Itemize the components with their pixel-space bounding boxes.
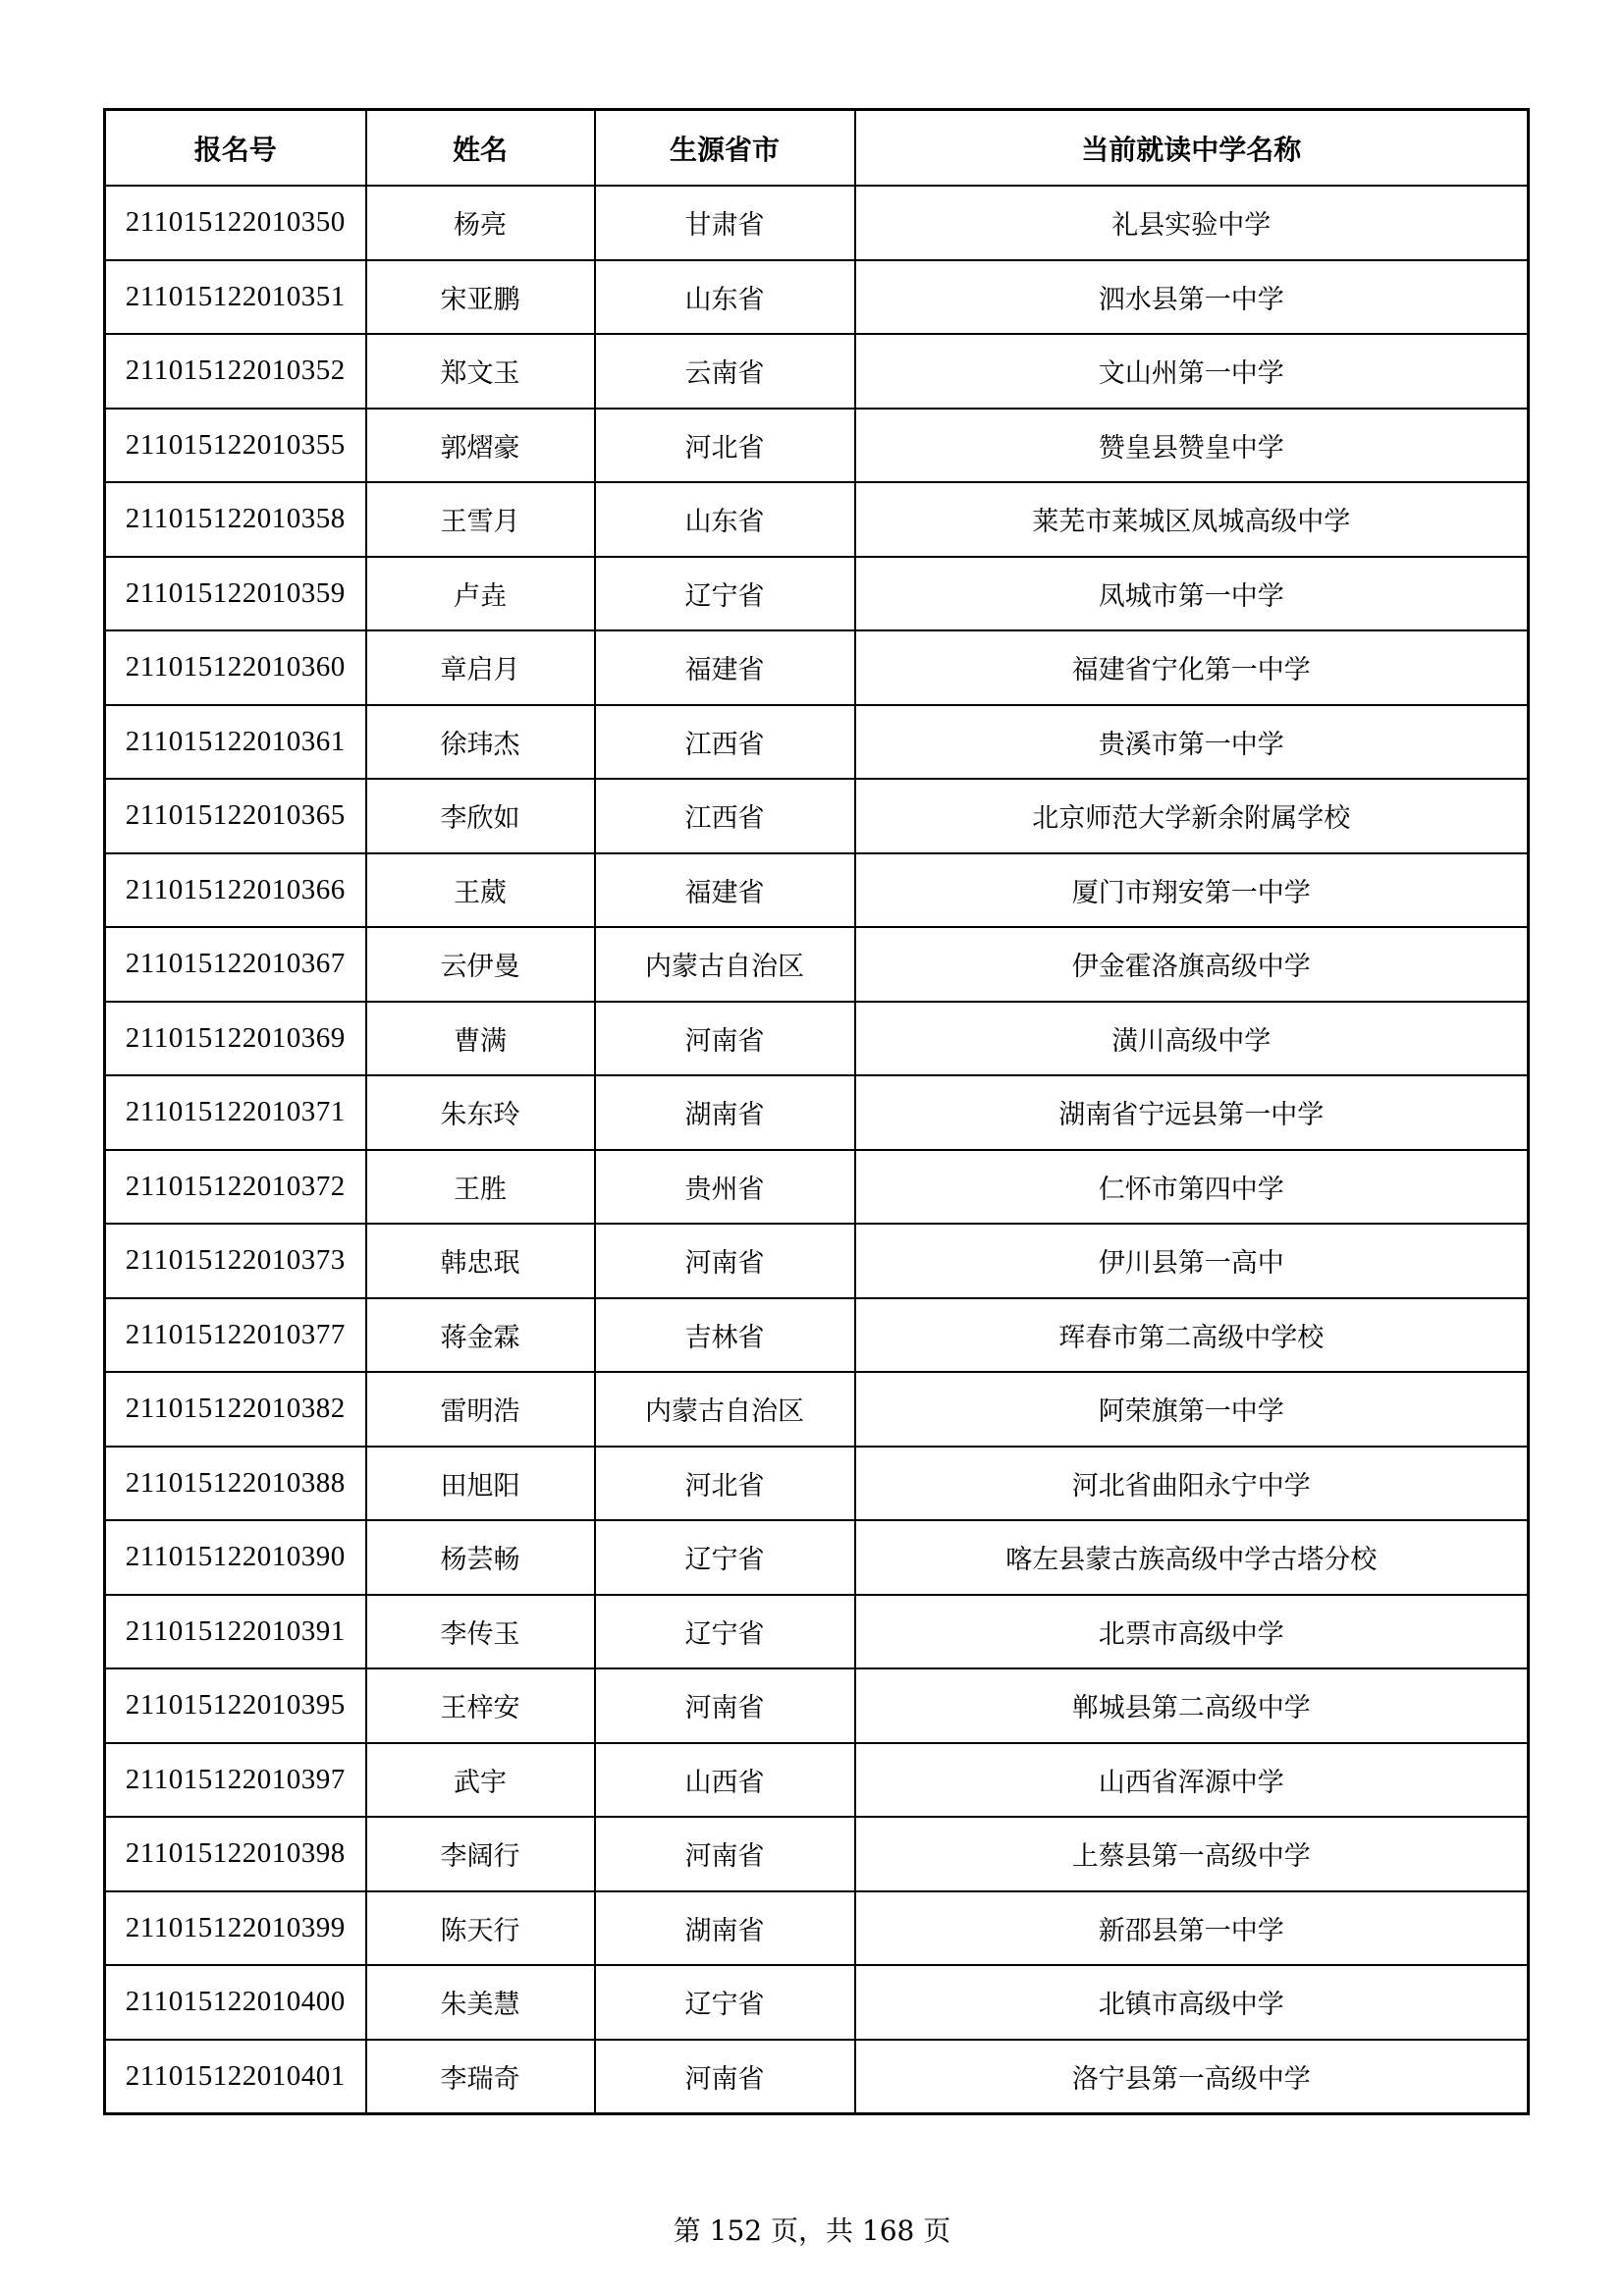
school-name-cell: 湖南省宁远县第一中学 — [855, 1075, 1529, 1150]
registration-number-cell: 211015122010395 — [105, 1668, 366, 1743]
registration-number-cell: 211015122010401 — [105, 2040, 366, 2114]
registration-number-cell: 211015122010350 — [105, 186, 366, 260]
table-row — [105, 1075, 1529, 1150]
school-name-cell: 山西省浑源中学 — [855, 1743, 1529, 1818]
province-cell: 河北省 — [595, 409, 855, 483]
student-name-cell: 郑文玉 — [366, 334, 595, 409]
table-row — [105, 1150, 1529, 1225]
province-cell: 吉林省 — [595, 1298, 855, 1373]
school-name-cell: 福建省宁化第一中学 — [855, 630, 1529, 705]
registration-number-cell: 211015122010390 — [105, 1520, 366, 1595]
province-cell: 福建省 — [595, 630, 855, 705]
student-name-cell: 蒋金霖 — [366, 1298, 595, 1373]
registration-number-cell: 211015122010397 — [105, 1743, 366, 1818]
student-name-cell: 朱东玲 — [366, 1075, 595, 1150]
school-name-cell: 珲春市第二高级中学校 — [855, 1298, 1529, 1373]
student-name-cell: 郭熠豪 — [366, 409, 595, 483]
table-row — [105, 1298, 1529, 1373]
school-name-cell: 伊川县第一高中 — [855, 1224, 1529, 1298]
student-name-cell: 王葳 — [366, 853, 595, 928]
student-name-cell: 雷明浩 — [366, 1372, 595, 1447]
registration-number-cell: 211015122010367 — [105, 927, 366, 1002]
student-name-cell: 云伊曼 — [366, 927, 595, 1002]
province-cell: 河南省 — [595, 1817, 855, 1891]
registration-number-cell: 211015122010351 — [105, 260, 366, 335]
table-row — [105, 853, 1529, 928]
province-cell: 湖南省 — [595, 1075, 855, 1150]
school-name-cell: 礼县实验中学 — [855, 186, 1529, 260]
province-cell: 河北省 — [595, 1447, 855, 1521]
province-cell: 河南省 — [595, 2040, 855, 2114]
table-row — [105, 927, 1529, 1002]
student-name-cell: 陈天行 — [366, 1891, 595, 1966]
registration-number-cell: 211015122010388 — [105, 1447, 366, 1521]
province-cell: 江西省 — [595, 705, 855, 780]
registration-number-cell: 211015122010355 — [105, 409, 366, 483]
province-cell: 辽宁省 — [595, 1595, 855, 1669]
header-registration-number: 报名号 — [105, 110, 366, 187]
province-cell: 内蒙古自治区 — [595, 927, 855, 1002]
registration-number-cell: 211015122010373 — [105, 1224, 366, 1298]
table-row — [105, 779, 1529, 853]
page-number-footer: 第 152 页，共 168 页 — [673, 2214, 951, 2247]
registration-number-cell: 211015122010359 — [105, 557, 366, 631]
student-name-cell: 武宇 — [366, 1743, 595, 1818]
school-name-cell: 潢川高级中学 — [855, 1002, 1529, 1076]
province-cell: 河南省 — [595, 1002, 855, 1076]
school-name-cell: 河北省曲阳永宁中学 — [855, 1447, 1529, 1521]
header-province: 生源省市 — [595, 110, 855, 187]
student-name-cell: 韩忠珉 — [366, 1224, 595, 1298]
student-name-cell: 朱美慧 — [366, 1965, 595, 2040]
table-body — [105, 186, 1529, 2114]
header-row — [105, 110, 1529, 187]
table-row — [105, 1595, 1529, 1669]
school-name-cell: 喀左县蒙古族高级中学古塔分校 — [855, 1520, 1529, 1595]
school-name-cell: 上蔡县第一高级中学 — [855, 1817, 1529, 1891]
table-row — [105, 1891, 1529, 1966]
province-cell: 山西省 — [595, 1743, 855, 1818]
province-cell: 湖南省 — [595, 1891, 855, 1966]
student-name-cell: 王雪月 — [366, 482, 595, 557]
registration-number-cell: 211015122010377 — [105, 1298, 366, 1373]
registration-number-cell: 211015122010372 — [105, 1150, 366, 1225]
header-name: 姓名 — [366, 110, 595, 187]
province-cell: 贵州省 — [595, 1150, 855, 1225]
province-cell: 内蒙古自治区 — [595, 1372, 855, 1447]
school-name-cell: 洛宁县第一高级中学 — [855, 2040, 1529, 2114]
student-name-cell: 卢垚 — [366, 557, 595, 631]
province-cell: 辽宁省 — [595, 1520, 855, 1595]
table-row — [105, 1668, 1529, 1743]
table-row — [105, 409, 1529, 483]
roster-table — [103, 108, 1530, 2115]
province-cell: 福建省 — [595, 853, 855, 928]
student-name-cell: 杨亮 — [366, 186, 595, 260]
school-name-cell: 厦门市翔安第一中学 — [855, 853, 1529, 928]
student-name-cell: 章启月 — [366, 630, 595, 705]
school-name-cell: 莱芜市莱城区凤城高级中学 — [855, 482, 1529, 557]
province-cell: 河南省 — [595, 1668, 855, 1743]
table-row — [105, 1447, 1529, 1521]
registration-number-cell: 211015122010361 — [105, 705, 366, 780]
student-name-cell: 田旭阳 — [366, 1447, 595, 1521]
table-row — [105, 1002, 1529, 1076]
registration-number-cell: 211015122010371 — [105, 1075, 366, 1150]
student-name-cell: 曹满 — [366, 1002, 595, 1076]
province-cell: 甘肃省 — [595, 186, 855, 260]
student-name-cell: 王胜 — [366, 1150, 595, 1225]
table-row — [105, 260, 1529, 335]
school-name-cell: 伊金霍洛旗高级中学 — [855, 927, 1529, 1002]
registration-number-cell: 211015122010382 — [105, 1372, 366, 1447]
province-cell: 河南省 — [595, 1224, 855, 1298]
student-name-cell: 李传玉 — [366, 1595, 595, 1669]
table-row — [105, 1817, 1529, 1891]
table-row — [105, 705, 1529, 780]
school-name-cell: 郸城县第二高级中学 — [855, 1668, 1529, 1743]
student-name-cell: 李瑞奇 — [366, 2040, 595, 2114]
registration-number-cell: 211015122010352 — [105, 334, 366, 409]
table-row — [105, 1224, 1529, 1298]
school-name-cell: 凤城市第一中学 — [855, 557, 1529, 631]
school-name-cell: 新邵县第一中学 — [855, 1891, 1529, 1966]
table-row — [105, 482, 1529, 557]
province-cell: 辽宁省 — [595, 1965, 855, 2040]
province-cell: 江西省 — [595, 779, 855, 853]
registration-number-cell: 211015122010365 — [105, 779, 366, 853]
registration-number-cell: 211015122010400 — [105, 1965, 366, 2040]
school-name-cell: 贵溪市第一中学 — [855, 705, 1529, 780]
school-name-cell: 阿荣旗第一中学 — [855, 1372, 1529, 1447]
table-row — [105, 334, 1529, 409]
school-name-cell: 北镇市高级中学 — [855, 1965, 1529, 2040]
registration-number-cell: 211015122010369 — [105, 1002, 366, 1076]
student-name-cell: 李阔行 — [366, 1817, 595, 1891]
header-school-name: 当前就读中学名称 — [855, 110, 1529, 187]
student-name-cell: 李欣如 — [366, 779, 595, 853]
registration-number-cell: 211015122010391 — [105, 1595, 366, 1669]
registration-number-cell: 211015122010398 — [105, 1817, 366, 1891]
province-cell: 云南省 — [595, 334, 855, 409]
table-row — [105, 1965, 1529, 2040]
table-row — [105, 1743, 1529, 1818]
registration-number-cell: 211015122010360 — [105, 630, 366, 705]
table-row — [105, 557, 1529, 631]
province-cell: 山东省 — [595, 260, 855, 335]
school-name-cell: 赞皇县赞皇中学 — [855, 409, 1529, 483]
table-row — [105, 630, 1529, 705]
province-cell: 山东省 — [595, 482, 855, 557]
province-cell: 辽宁省 — [595, 557, 855, 631]
table-row — [105, 1520, 1529, 1595]
school-name-cell: 文山州第一中学 — [855, 334, 1529, 409]
school-name-cell: 北票市高级中学 — [855, 1595, 1529, 1669]
table-row — [105, 186, 1529, 260]
student-name-cell: 宋亚鹏 — [366, 260, 595, 335]
table-row — [105, 2040, 1529, 2114]
roster-sheet — [103, 108, 1527, 2115]
student-name-cell: 王梓安 — [366, 1668, 595, 1743]
school-name-cell: 泗水县第一中学 — [855, 260, 1529, 335]
school-name-cell: 仁怀市第四中学 — [855, 1150, 1529, 1225]
table-header — [105, 110, 1529, 187]
student-name-cell: 杨芸畅 — [366, 1520, 595, 1595]
student-name-cell: 徐玮杰 — [366, 705, 595, 780]
school-name-cell: 北京师范大学新余附属学校 — [855, 779, 1529, 853]
table-row — [105, 1372, 1529, 1447]
registration-number-cell: 211015122010399 — [105, 1891, 366, 1966]
registration-number-cell: 211015122010358 — [105, 482, 366, 557]
registration-number-cell: 211015122010366 — [105, 853, 366, 928]
